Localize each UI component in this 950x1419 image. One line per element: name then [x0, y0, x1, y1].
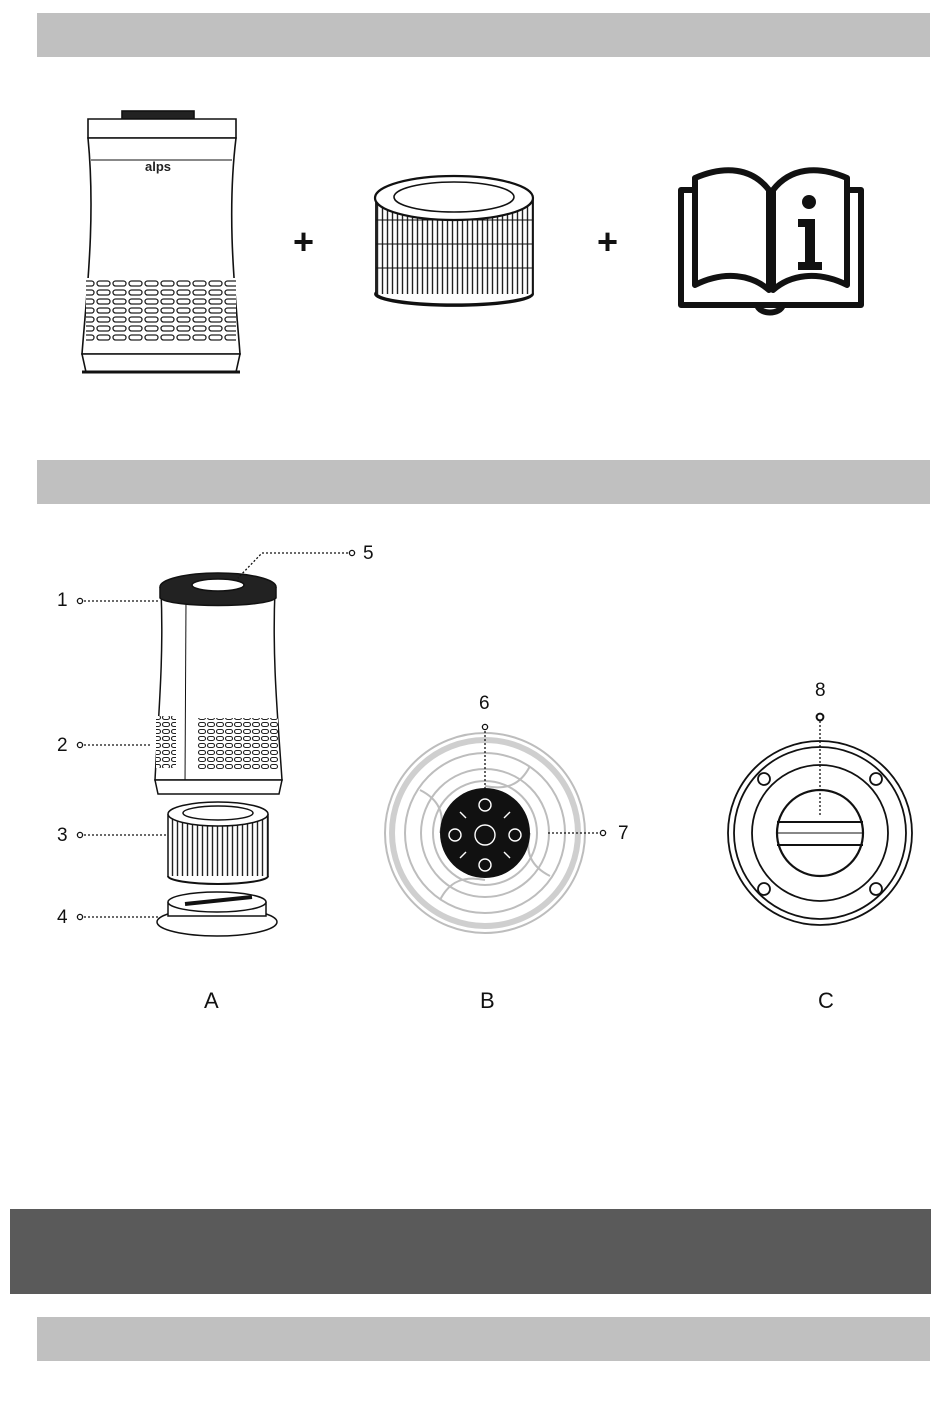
part-label-5: 5 — [363, 543, 374, 564]
part-label-2: 2 — [57, 735, 68, 756]
bottom-view-c — [728, 741, 912, 925]
part-label-4: 4 — [57, 907, 68, 928]
plus-sign: + — [293, 221, 315, 262]
part-label-8: 8 — [815, 680, 826, 701]
part-label-1: 1 — [57, 590, 68, 611]
view-label-b: B — [480, 988, 495, 1013]
view-label-c: C — [818, 988, 834, 1013]
exploded-view-a — [155, 573, 282, 936]
plus-sign: + — [597, 221, 619, 262]
part-label-6: 6 — [479, 693, 490, 714]
manual-info-icon — [681, 170, 861, 312]
air-purifier-icon — [82, 111, 240, 372]
brand-logo: alps — [145, 159, 172, 174]
part-label-3: 3 — [57, 825, 68, 846]
part-label-7: 7 — [618, 823, 629, 844]
filter-cartridge-icon — [375, 176, 533, 306]
view-label-a: A — [204, 988, 219, 1013]
